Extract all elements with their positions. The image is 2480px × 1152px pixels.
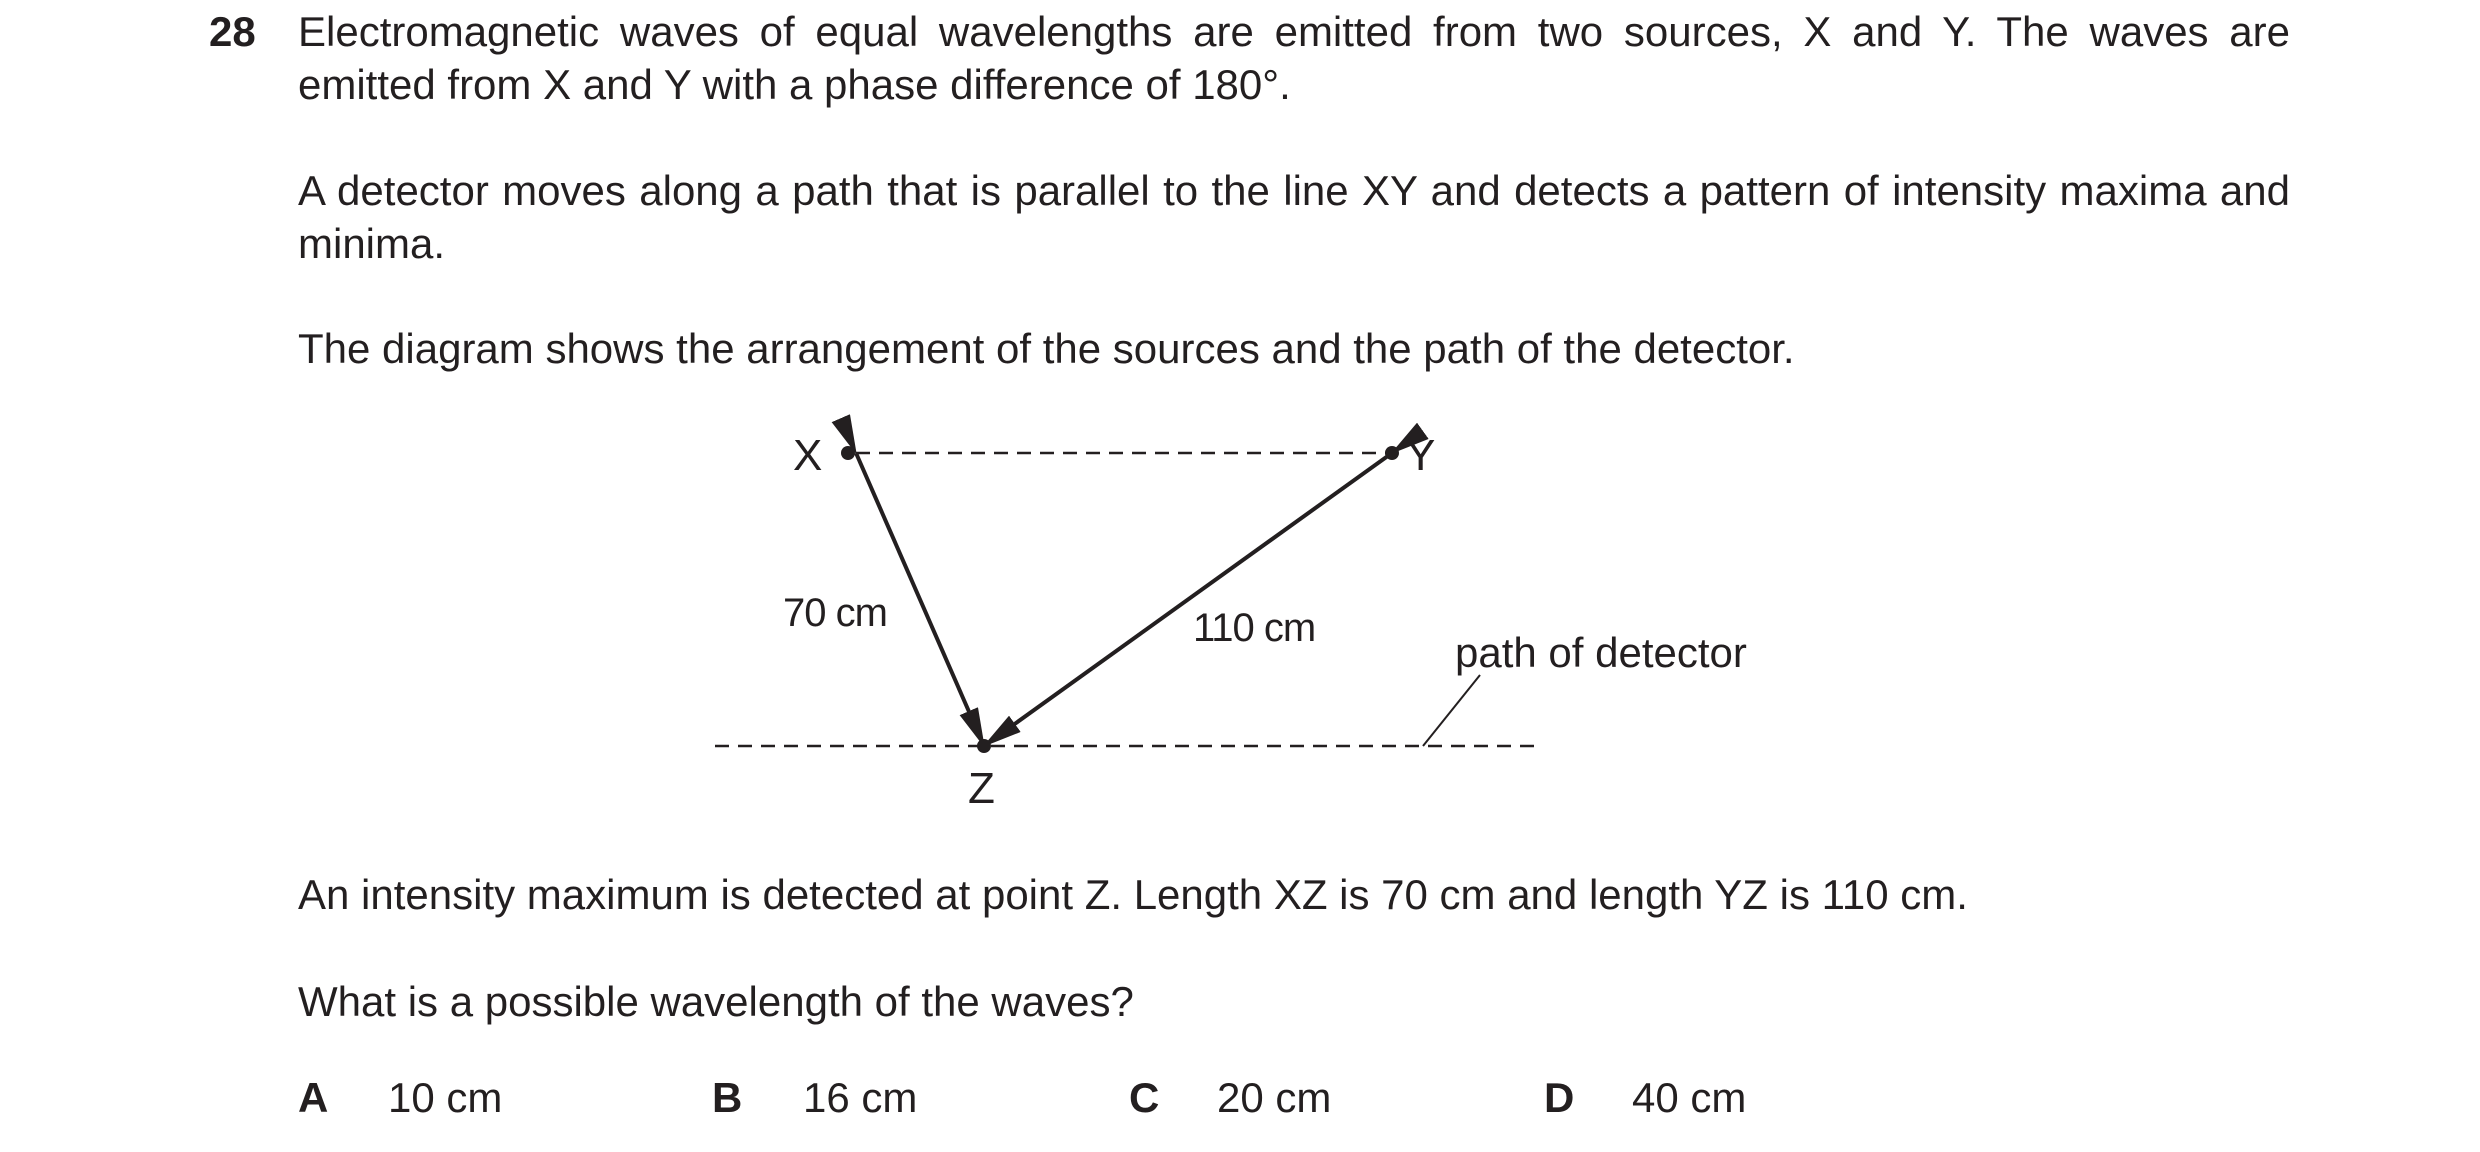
- option-d-letter[interactable]: D: [1544, 1074, 1575, 1121]
- label-x: X: [793, 431, 823, 480]
- option-d-value[interactable]: 40 cm: [1632, 1074, 1747, 1121]
- option-c-letter[interactable]: C: [1129, 1074, 1160, 1121]
- diagram-caption: The diagram shows the arrangement of the sources and the path of the detector.: [298, 325, 1795, 372]
- source-y-point: [1385, 446, 1399, 460]
- label-y: Y: [1406, 431, 1436, 480]
- detector-paragraph: A detector moves along a path that is parallel to the line XY and detects a pattern of intensity maxima and minima.: [298, 167, 2290, 267]
- label-path-of-detector: path of detector: [1455, 629, 1747, 676]
- maximum-paragraph: An intensity maximum is detected at point Z. Length XZ is 70 cm and length YZ is 110 cm.: [298, 871, 1968, 918]
- source-x-point: [841, 446, 855, 460]
- option-b-value[interactable]: 16 cm: [803, 1074, 918, 1121]
- path-label-leader: [1423, 675, 1480, 746]
- option-c-value[interactable]: 20 cm: [1217, 1074, 1332, 1121]
- point-z: [977, 739, 991, 753]
- option-a-letter[interactable]: A: [298, 1074, 329, 1121]
- intro-paragraph: Electromagnetic waves of equal wavelengths are emitted from two sources, X and Y. The waves are emitted from X and Y with a phase difference of 180°.: [298, 8, 2290, 108]
- option-b-letter[interactable]: B: [712, 1074, 743, 1121]
- question-prompt: What is a possible wavelength of the waves?: [298, 978, 1134, 1025]
- arrow-yz: [984, 453, 1392, 746]
- answer-options: [0, 1072, 2480, 1132]
- label-yz-length: 110 cm: [1193, 606, 1316, 650]
- label-z: Z: [968, 764, 995, 813]
- question-number: 28: [209, 8, 256, 55]
- option-a-value[interactable]: 10 cm: [388, 1074, 503, 1121]
- label-xz-length: 70 cm: [783, 591, 887, 635]
